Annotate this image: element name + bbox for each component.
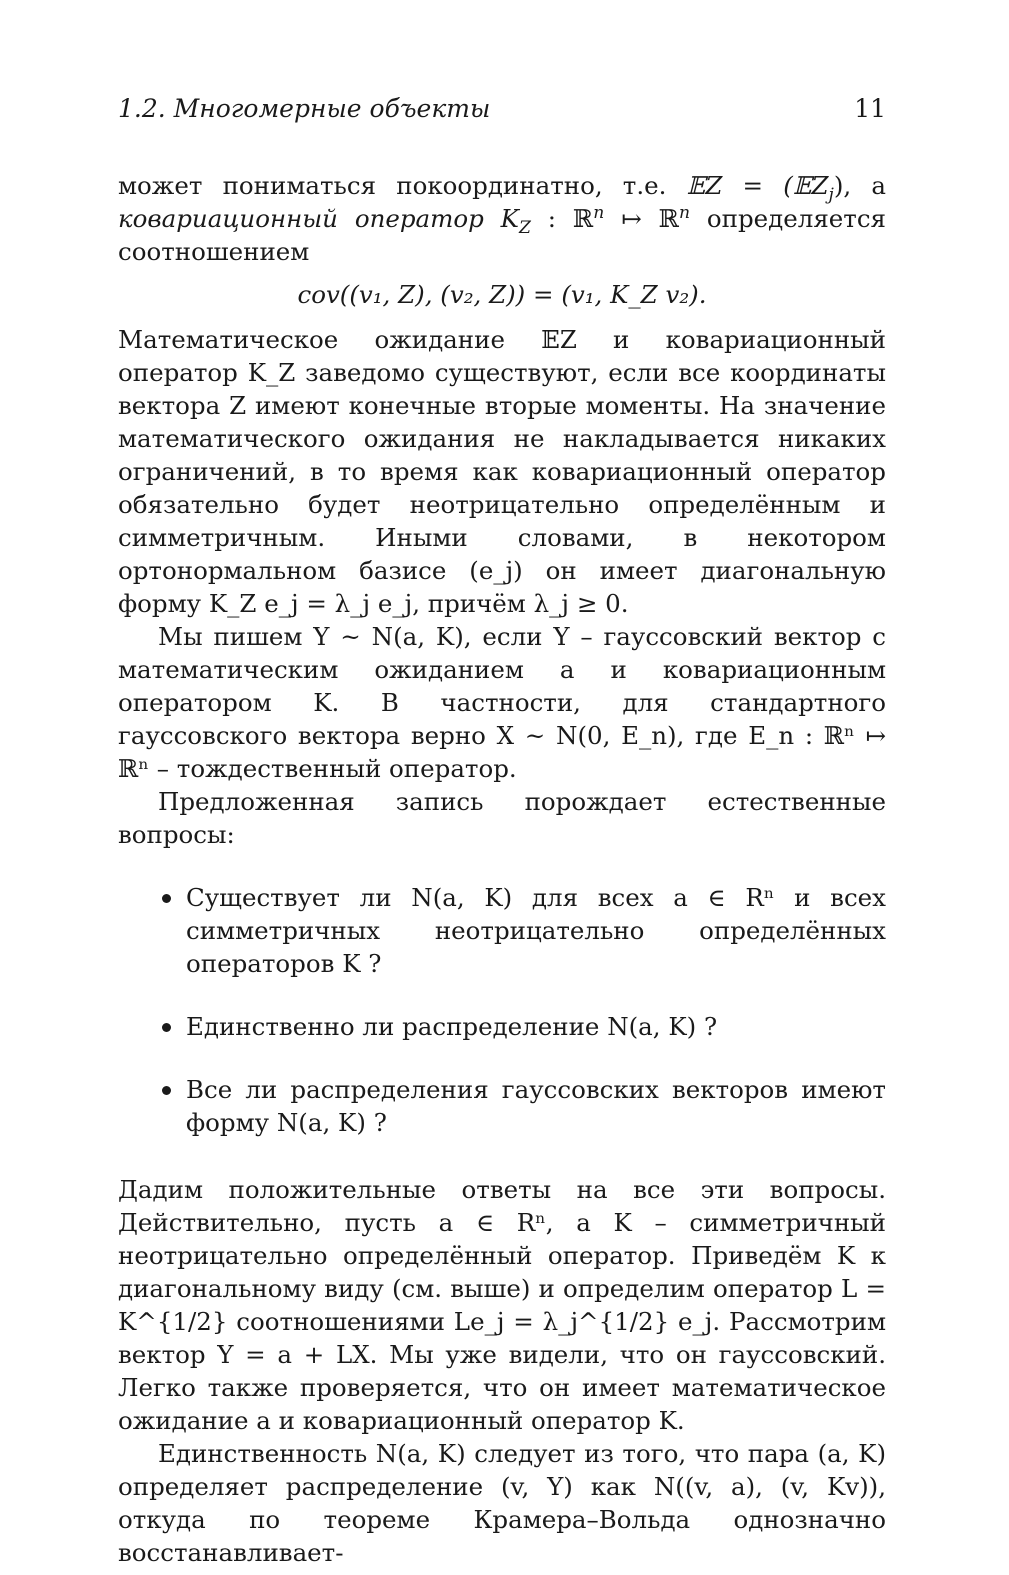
paragraph-3: Мы пишем Y ~ N(a, K), если Y – гауссовский вектор с математическим ожиданием a и ковариационным оператором K. В частности, для стандартного гауссовского вектора верно X ~ N(0, E_n), где E_n : ℝⁿ ↦ ℝⁿ – тождественный оператор. [118, 622, 886, 783]
paragraph-5: Дадим положительные ответы на все эти вопросы. Действительно, пусть a ∈ Rⁿ, а K – симметричный неотрицательно определённый оператор. Приведём K к диагональному виду (см. выше) и определим оператор L = K^{1/2} соотношениями Le_j = λ_j^{1/2} e_j. Рассмотрим вектор Y = a + LX. Мы уже видели, что он гауссовский. Легко также проверяется, что он имеет математическое ожидание a и ковариационный оператор K. [118, 1175, 886, 1435]
paragraph-4: Предложенная запись порождает естественные вопросы: [118, 787, 886, 849]
term-covariance-operator: ковариационный оператор [118, 204, 484, 233]
page-number: 11 [854, 94, 886, 123]
list-item: Единственно ли распределение N(a, K) ? [118, 1010, 886, 1043]
list-item: Все ли распределения гауссовских векторов имеют форму N(a, K) ? [118, 1073, 886, 1139]
list-item: Существует ли N(a, K) для всех a ∈ Rⁿ и всех симметричных неотрицательно определённых операторов K ? [118, 881, 886, 980]
display-formula: cov((v₁, Z), (v₂, Z)) = (v₁, K_Z v₂). [297, 280, 707, 309]
paragraph-6: Единственность N(a, K) следует из того, что пара (a, K) определяет распределение (v, Y) как N((v, a), (v, Kv)), откуда по теореме Крамера–Вольда однозначно восстанавливает- [118, 1439, 886, 1567]
section-title: 1.2. Многомерные объекты [118, 94, 491, 123]
paragraph-2: Математическое ожидание 𝔼Z и ковариационный оператор K_Z заведомо существуют, если все координаты вектора Z имеют конечные вторые моменты. На значение математического ожидания не накладывается никаких ограничений, в то время как ковариационный оператор обязательно будет неотрицательно определённым и симметричным. Иными словами, в некотором ортонормальном базисе (e_j) он имеет диагональную форму K_Z e_j = λ_j e_j, причём λ_j ≥ 0. [118, 325, 886, 618]
running-header [118, 92, 886, 125]
paragraph-1: может пониматься покоординатно, т.е. 𝔼Z = (𝔼Z$_j$), а ковариационный оператор $K_Z$ : ℝ$^n$ ↦ ℝ$^n$ определяется соотношением [118, 171, 887, 266]
question-list [118, 881, 886, 1139]
book-page [118, 92, 886, 1569]
